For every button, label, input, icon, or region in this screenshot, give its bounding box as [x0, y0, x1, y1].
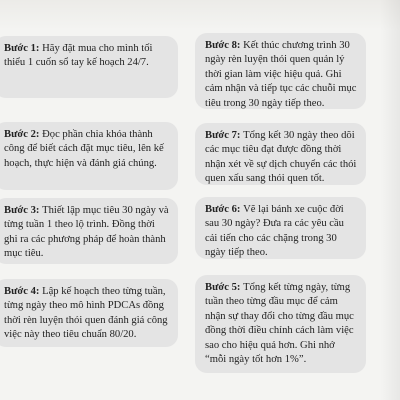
- step-card-6: [195, 197, 366, 259]
- step-title: Bước 6:: [205, 204, 244, 215]
- page-edge-shadow: [380, 0, 400, 400]
- step-card-2: [0, 122, 178, 190]
- step-text: Lập kế hoạch theo từng tuần, từng ngày theo mô hình PDCAs đồng thời rèn luyện thói quen đánh giá công việc này theo tiêu chuẩn 80/20.: [4, 286, 168, 341]
- step-title: Bước 3:: [4, 205, 43, 216]
- step-title: Bước 2:: [4, 129, 43, 140]
- step-card-3: [0, 198, 178, 264]
- step-text: Tổng kết 30 ngày theo dõi các mục tiêu đạt được đồng thời nhận xét về sự dịch chuyển các thói quen xấu sang thói quen tốt.: [205, 130, 357, 185]
- step-text: Hãy đặt mua cho mình tối thiểu 1 cuốn sổ tay kế hoạch 24/7.: [4, 43, 153, 69]
- step-text: Tổng kết từng ngày, từng tuần theo từng đầu mục để cảm nhận sự thay đổi cho từng đầu mục đồng thời điều chỉnh cách làm việc sao cho hiệu quả hơn. Ghi nhớ “mỗi ngày tốt hơn 1%”.: [205, 282, 354, 366]
- step-title: Bước 1:: [4, 43, 43, 54]
- step-text: Đọc phần chia khóa thành công để biết cách đặt mục tiêu, lên kế hoạch, thực hiện và đánh giá chúng.: [4, 129, 164, 169]
- step-title: Bước 5:: [205, 282, 244, 293]
- step-text: Kết thúc chương trình 30 ngày rèn luyện thói quen quản lý thời gian làm việc hiệu quả. Ghi cảm nhận và tiếp tục các chuỗi mục tiêu trong 30 ngày tiếp theo.: [205, 40, 357, 109]
- step-card-7: [195, 123, 366, 185]
- step-title: Bước 8:: [205, 40, 244, 51]
- step-card-5: [195, 275, 366, 373]
- step-card-1: [0, 36, 178, 98]
- step-card-4: [0, 279, 178, 347]
- step-title: Bước 4:: [4, 286, 43, 297]
- page-top-shadow: [0, 0, 400, 30]
- step-title: Bước 7:: [205, 130, 244, 141]
- step-text: Vẽ lại bánh xe cuộc đời sau 30 ngày? Đưa ra các yêu cầu cải tiến cho các chặng trong 30 ngày tiếp theo.: [205, 204, 344, 259]
- step-card-8: [195, 33, 366, 109]
- step-text: Thiết lập mục tiêu 30 ngày và từng tuần 1 theo lộ trình. Đồng thời ghi ra các phương pháp để hoàn thành mục tiêu.: [4, 205, 169, 260]
